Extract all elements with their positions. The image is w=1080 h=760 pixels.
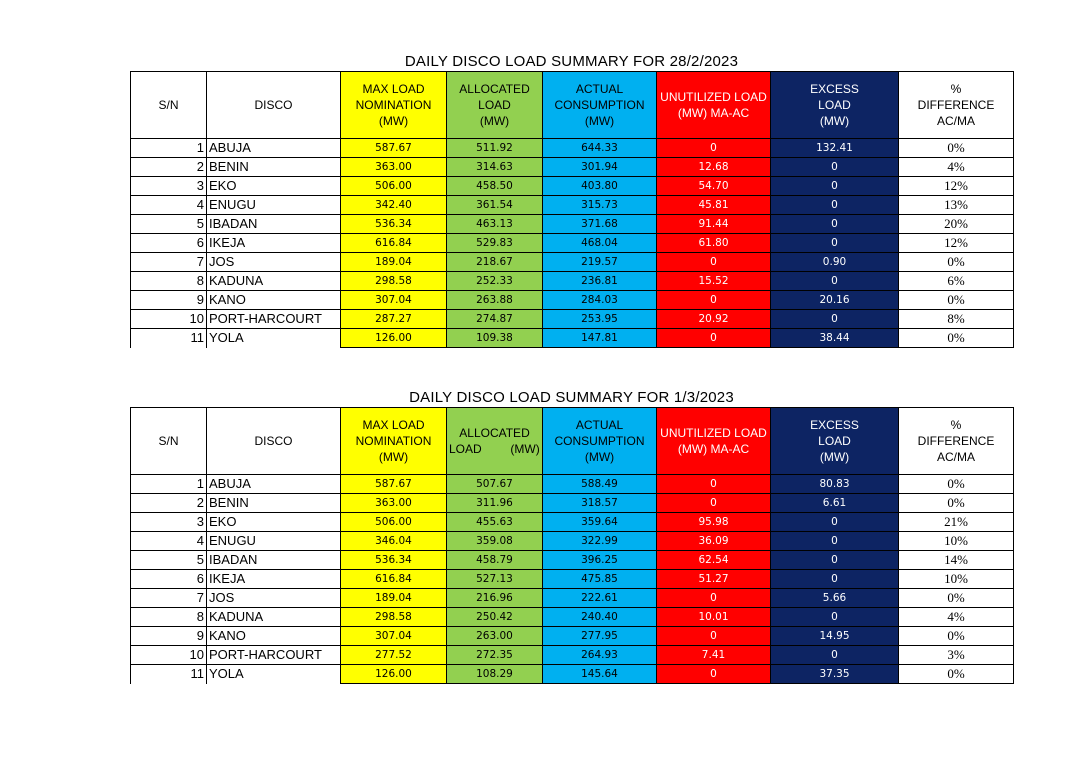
cell-allocated: 458.50 xyxy=(447,177,543,196)
header-line: NOMINATION xyxy=(355,434,432,448)
cell-max-load: 616.84 xyxy=(341,570,447,589)
cell-actual: 145.64 xyxy=(543,665,657,684)
cell-excess: 6.61 xyxy=(771,494,899,513)
cell-excess: 0 xyxy=(771,551,899,570)
cell-disco: ENUGU xyxy=(207,532,341,551)
cell-disco: IBADAN xyxy=(207,551,341,570)
cell-difference: 14% xyxy=(899,551,1014,570)
header-line: AC/MA xyxy=(936,450,975,464)
cell-difference: 0% xyxy=(899,589,1014,608)
header-line: CONSUMPTION xyxy=(554,98,645,112)
cell-max-load: 287.27 xyxy=(341,310,447,329)
cell-disco: PORT-HARCOURT xyxy=(207,310,341,329)
cell-excess: 0 xyxy=(771,532,899,551)
cell-allocated: 314.63 xyxy=(447,158,543,177)
cell-actual: 644.33 xyxy=(543,139,657,158)
cell-max-load: 616.84 xyxy=(341,234,447,253)
cell-disco: BENIN xyxy=(207,158,341,177)
cell-actual: 264.93 xyxy=(543,646,657,665)
header-sn: S/N xyxy=(131,408,207,475)
table-row xyxy=(131,608,1014,627)
cell-disco: YOLA xyxy=(207,329,341,348)
header-line: EXCESS xyxy=(810,418,859,432)
cell-allocated: 274.87 xyxy=(447,310,543,329)
table-row xyxy=(131,646,1014,665)
header-disco: DISCO xyxy=(207,408,341,475)
cell-excess: 0 xyxy=(771,215,899,234)
cell-unutilized: 0 xyxy=(657,475,771,494)
cell-max-load: 307.04 xyxy=(341,627,447,646)
cell-sn: 7 xyxy=(131,589,207,608)
cell-allocated: 463.13 xyxy=(447,215,543,234)
cell-allocated: 250.42 xyxy=(447,608,543,627)
table-row xyxy=(131,627,1014,646)
cell-unutilized: 0 xyxy=(657,665,771,684)
cell-disco: YOLA xyxy=(207,665,341,684)
header-line: (MW) MA-AC xyxy=(677,442,750,456)
cell-allocated: 458.79 xyxy=(447,551,543,570)
cell-allocated: 361.54 xyxy=(447,196,543,215)
table-body xyxy=(131,475,1014,684)
cell-max-load: 298.58 xyxy=(341,272,447,291)
cell-excess: 0 xyxy=(771,310,899,329)
header-word: (MW) xyxy=(510,442,540,456)
cell-actual: 236.81 xyxy=(543,272,657,291)
header-line: UNUTILIZED LOAD xyxy=(660,90,767,104)
table-row xyxy=(131,589,1014,608)
cell-unutilized: 12.68 xyxy=(657,158,771,177)
cell-disco: IKEJA xyxy=(207,234,341,253)
cell-disco: IBADAN xyxy=(207,215,341,234)
cell-max-load: 307.04 xyxy=(341,291,447,310)
cell-unutilized: 0 xyxy=(657,627,771,646)
cell-excess: 0 xyxy=(771,608,899,627)
header-line: LOAD xyxy=(818,98,851,112)
table-row xyxy=(131,291,1014,310)
cell-allocated: 507.67 xyxy=(447,475,543,494)
table-row xyxy=(131,310,1014,329)
table-row xyxy=(131,532,1014,551)
cell-max-load: 346.04 xyxy=(341,532,447,551)
cell-excess: 14.95 xyxy=(771,627,899,646)
header-max-load xyxy=(341,72,447,139)
cell-unutilized: 20.92 xyxy=(657,310,771,329)
cell-max-load: 536.34 xyxy=(341,551,447,570)
summary-block-2 xyxy=(130,389,1013,684)
cell-difference: 3% xyxy=(899,646,1014,665)
cell-unutilized: 0 xyxy=(657,494,771,513)
cell-difference: 10% xyxy=(899,532,1014,551)
cell-sn: 8 xyxy=(131,608,207,627)
cell-difference: 0% xyxy=(899,494,1014,513)
cell-disco: KANO xyxy=(207,627,341,646)
header-line: (MW) xyxy=(819,114,850,128)
cell-actual: 468.04 xyxy=(543,234,657,253)
cell-difference: 0% xyxy=(899,139,1014,158)
header-line: MAX LOAD xyxy=(362,418,425,432)
cell-allocated: 311.96 xyxy=(447,494,543,513)
cell-excess: 0 xyxy=(771,513,899,532)
table-row xyxy=(131,551,1014,570)
summary-block-1 xyxy=(130,53,1013,348)
cell-max-load: 363.00 xyxy=(341,158,447,177)
cell-max-load: 536.34 xyxy=(341,215,447,234)
table-row xyxy=(131,665,1014,684)
cell-actual: 222.61 xyxy=(543,589,657,608)
table-row xyxy=(131,177,1014,196)
table-row xyxy=(131,494,1014,513)
cell-actual: 359.64 xyxy=(543,513,657,532)
cell-sn: 1 xyxy=(131,475,207,494)
cell-unutilized: 0 xyxy=(657,139,771,158)
cell-unutilized: 95.98 xyxy=(657,513,771,532)
cell-actual: 284.03 xyxy=(543,291,657,310)
cell-sn: 5 xyxy=(131,551,207,570)
header-line: (MW) xyxy=(584,450,615,464)
cell-excess: 38.44 xyxy=(771,329,899,348)
table-row xyxy=(131,475,1014,494)
header-line: NOMINATION xyxy=(355,98,432,112)
cell-disco: KADUNA xyxy=(207,272,341,291)
header-allocated xyxy=(447,408,543,475)
cell-difference: 0% xyxy=(899,291,1014,310)
cell-disco: ABUJA xyxy=(207,139,341,158)
cell-sn: 2 xyxy=(131,494,207,513)
cell-sn: 4 xyxy=(131,532,207,551)
header-line: UNUTILIZED LOAD xyxy=(660,426,767,440)
cell-unutilized: 61.80 xyxy=(657,234,771,253)
table-row xyxy=(131,570,1014,589)
header-sn: S/N xyxy=(131,72,207,139)
cell-difference: 6% xyxy=(899,272,1014,291)
cell-difference: 12% xyxy=(899,177,1014,196)
cell-sn: 4 xyxy=(131,196,207,215)
header-excess xyxy=(771,408,899,475)
cell-sn: 3 xyxy=(131,177,207,196)
header-line: (MW) xyxy=(819,450,850,464)
cell-unutilized: 91.44 xyxy=(657,215,771,234)
cell-allocated: 263.00 xyxy=(447,627,543,646)
cell-unutilized: 51.27 xyxy=(657,570,771,589)
cell-actual: 240.40 xyxy=(543,608,657,627)
cell-allocated: 527.13 xyxy=(447,570,543,589)
cell-difference: 21% xyxy=(899,513,1014,532)
cell-sn: 10 xyxy=(131,646,207,665)
cell-difference: 10% xyxy=(899,570,1014,589)
cell-disco: ENUGU xyxy=(207,196,341,215)
cell-unutilized: 45.81 xyxy=(657,196,771,215)
cell-actual: 301.94 xyxy=(543,158,657,177)
table-title: DAILY DISCO LOAD SUMMARY FOR 1/3/2023 xyxy=(409,389,734,406)
cell-max-load: 189.04 xyxy=(341,589,447,608)
cell-actual: 371.68 xyxy=(543,215,657,234)
cell-excess: 80.83 xyxy=(771,475,899,494)
header-max-load xyxy=(341,408,447,475)
cell-difference: 12% xyxy=(899,234,1014,253)
cell-disco: JOS xyxy=(207,253,341,272)
cell-difference: 0% xyxy=(899,475,1014,494)
table-row xyxy=(131,329,1014,348)
cell-actual: 253.95 xyxy=(543,310,657,329)
header-excess xyxy=(771,72,899,139)
cell-sn: 11 xyxy=(131,665,207,684)
table-row xyxy=(131,513,1014,532)
header-difference xyxy=(899,72,1014,139)
cell-allocated: 359.08 xyxy=(447,532,543,551)
cell-actual: 318.57 xyxy=(543,494,657,513)
cell-excess: 0 xyxy=(771,570,899,589)
cell-allocated: 109.38 xyxy=(447,329,543,348)
header-line: (MW) xyxy=(479,114,510,128)
cell-disco: PORT-HARCOURT xyxy=(207,646,341,665)
cell-sn: 9 xyxy=(131,291,207,310)
cell-actual: 219.57 xyxy=(543,253,657,272)
cell-allocated: 272.35 xyxy=(447,646,543,665)
cell-difference: 0% xyxy=(899,253,1014,272)
cell-allocated: 511.92 xyxy=(447,139,543,158)
cell-sn: 1 xyxy=(131,139,207,158)
cell-max-load: 506.00 xyxy=(341,513,447,532)
cell-disco: EKO xyxy=(207,177,341,196)
table-row xyxy=(131,139,1014,158)
cell-difference: 4% xyxy=(899,158,1014,177)
table-row xyxy=(131,272,1014,291)
cell-max-load: 189.04 xyxy=(341,253,447,272)
cell-difference: 4% xyxy=(899,608,1014,627)
cell-actual: 147.81 xyxy=(543,329,657,348)
header-line: ALLOCATED xyxy=(459,82,530,96)
cell-sn: 6 xyxy=(131,234,207,253)
cell-excess: 0 xyxy=(771,177,899,196)
cell-disco: JOS xyxy=(207,589,341,608)
cell-max-load: 342.40 xyxy=(341,196,447,215)
cell-difference: 20% xyxy=(899,215,1014,234)
header-line: DIFFERENCE xyxy=(917,98,995,112)
cell-allocated: 455.63 xyxy=(447,513,543,532)
cell-sn: 8 xyxy=(131,272,207,291)
cell-sn: 5 xyxy=(131,215,207,234)
cell-max-load: 587.67 xyxy=(341,475,447,494)
header-line: DIFFERENCE xyxy=(917,434,995,448)
cell-allocated: 263.88 xyxy=(447,291,543,310)
header-line: ACTUAL xyxy=(575,82,624,96)
header-word: LOAD xyxy=(449,442,482,456)
cell-disco: KANO xyxy=(207,291,341,310)
cell-excess: 132.41 xyxy=(771,139,899,158)
cell-max-load: 126.00 xyxy=(341,329,447,348)
cell-unutilized: 0 xyxy=(657,291,771,310)
cell-max-load: 277.52 xyxy=(341,646,447,665)
header-difference xyxy=(899,408,1014,475)
cell-actual: 315.73 xyxy=(543,196,657,215)
table-title: DAILY DISCO LOAD SUMMARY FOR 28/2/2023 xyxy=(404,53,739,70)
cell-disco: KADUNA xyxy=(207,608,341,627)
cell-difference: 0% xyxy=(899,627,1014,646)
cell-sn: 3 xyxy=(131,513,207,532)
cell-allocated: 216.96 xyxy=(447,589,543,608)
header-line xyxy=(447,441,542,457)
cell-allocated: 529.83 xyxy=(447,234,543,253)
header-line: ACTUAL xyxy=(575,418,624,432)
table-body xyxy=(131,139,1014,348)
cell-actual: 475.85 xyxy=(543,570,657,589)
cell-allocated: 108.29 xyxy=(447,665,543,684)
cell-excess: 0 xyxy=(771,234,899,253)
table-row xyxy=(131,215,1014,234)
header-line: % xyxy=(950,82,962,96)
cell-sn: 2 xyxy=(131,158,207,177)
cell-max-load: 587.67 xyxy=(341,139,447,158)
cell-max-load: 126.00 xyxy=(341,665,447,684)
cell-actual: 322.99 xyxy=(543,532,657,551)
header-line: (MW) xyxy=(584,114,615,128)
cell-excess: 0 xyxy=(771,196,899,215)
cell-disco: EKO xyxy=(207,513,341,532)
table-row xyxy=(131,158,1014,177)
cell-excess: 0 xyxy=(771,646,899,665)
header-allocated xyxy=(447,72,543,139)
header-line: EXCESS xyxy=(810,82,859,96)
cell-unutilized: 0 xyxy=(657,589,771,608)
table-row xyxy=(131,234,1014,253)
cell-excess: 0 xyxy=(771,272,899,291)
cell-excess: 20.16 xyxy=(771,291,899,310)
header-line: (MW) xyxy=(378,114,409,128)
cell-unutilized: 0 xyxy=(657,329,771,348)
header-line: CONSUMPTION xyxy=(554,434,645,448)
header-line: % xyxy=(950,418,962,432)
cell-unutilized: 54.70 xyxy=(657,177,771,196)
header-line: MAX LOAD xyxy=(362,82,425,96)
cell-unutilized: 36.09 xyxy=(657,532,771,551)
cell-sn: 11 xyxy=(131,329,207,348)
cell-max-load: 298.58 xyxy=(341,608,447,627)
cell-excess: 37.35 xyxy=(771,665,899,684)
cell-unutilized: 10.01 xyxy=(657,608,771,627)
cell-difference: 8% xyxy=(899,310,1014,329)
cell-unutilized: 15.52 xyxy=(657,272,771,291)
cell-sn: 7 xyxy=(131,253,207,272)
cell-sn: 6 xyxy=(131,570,207,589)
header-actual xyxy=(543,72,657,139)
cell-disco: IKEJA xyxy=(207,570,341,589)
cell-allocated: 252.33 xyxy=(447,272,543,291)
header-line: LOAD xyxy=(478,98,511,112)
cell-disco: BENIN xyxy=(207,494,341,513)
load-summary-table xyxy=(130,71,1014,348)
header-unutilized xyxy=(657,408,771,475)
header-line: LOAD xyxy=(818,434,851,448)
cell-disco: ABUJA xyxy=(207,475,341,494)
cell-excess: 0 xyxy=(771,158,899,177)
cell-allocated: 218.67 xyxy=(447,253,543,272)
load-summary-table xyxy=(130,407,1014,684)
header-line: (MW) xyxy=(378,450,409,464)
header-line: ALLOCATED xyxy=(459,426,530,440)
cell-sn: 10 xyxy=(131,310,207,329)
cell-actual: 403.80 xyxy=(543,177,657,196)
cell-actual: 277.95 xyxy=(543,627,657,646)
cell-difference: 13% xyxy=(899,196,1014,215)
cell-difference: 0% xyxy=(899,329,1014,348)
header-actual xyxy=(543,408,657,475)
table-row xyxy=(131,253,1014,272)
header-unutilized xyxy=(657,72,771,139)
table-row xyxy=(131,196,1014,215)
header-line: AC/MA xyxy=(936,114,975,128)
cell-actual: 396.25 xyxy=(543,551,657,570)
cell-excess: 5.66 xyxy=(771,589,899,608)
header-disco: DISCO xyxy=(207,72,341,139)
cell-max-load: 363.00 xyxy=(341,494,447,513)
cell-unutilized: 62.54 xyxy=(657,551,771,570)
cell-max-load: 506.00 xyxy=(341,177,447,196)
cell-unutilized: 7.41 xyxy=(657,646,771,665)
cell-excess: 0.90 xyxy=(771,253,899,272)
cell-difference: 0% xyxy=(899,665,1014,684)
header-line: (MW) MA-AC xyxy=(677,106,750,120)
cell-actual: 588.49 xyxy=(543,475,657,494)
cell-unutilized: 0 xyxy=(657,253,771,272)
cell-sn: 9 xyxy=(131,627,207,646)
